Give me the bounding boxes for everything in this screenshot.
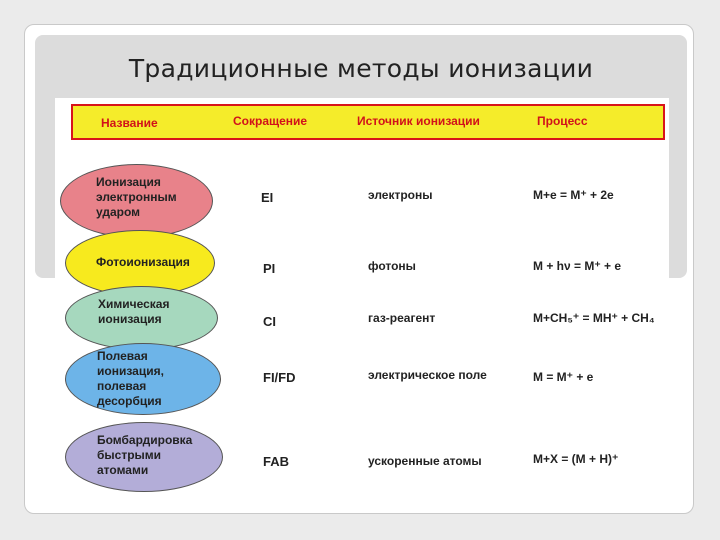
method-name-line: быстрыми <box>97 448 162 462</box>
method-source: ускоренные атомы <box>368 454 482 468</box>
method-abbr: PI <box>263 261 276 276</box>
header-process: Процесс <box>537 114 588 128</box>
header-source: Источник ионизации <box>357 114 480 128</box>
method-process: M + hν = M⁺ + e <box>533 259 622 273</box>
method-abbr: CI <box>263 314 276 329</box>
method-process: M+CH₅⁺ = MH⁺ + CH₄ <box>533 311 655 325</box>
method-abbr: FI/FD <box>263 370 296 385</box>
method-name-line: полевая <box>97 379 147 393</box>
method-process: M+X = (M + H)⁺ <box>533 452 619 466</box>
method-name-line: Ионизация <box>96 175 161 189</box>
method-name-line: ударом <box>96 205 141 219</box>
method-name-line: ионизация, <box>97 364 164 378</box>
method-source: газ-реагент <box>368 311 436 325</box>
method-name-line: атомами <box>97 463 149 477</box>
method-ellipse-fab <box>65 422 223 492</box>
method-process: M+e = M⁺ + 2e <box>533 188 614 202</box>
header-abbr: Сокращение <box>233 114 308 128</box>
slide-title: Традиционные методы ионизации <box>128 54 594 83</box>
method-name-line: ионизация <box>98 312 162 326</box>
method-name-line: Химическая <box>98 297 170 311</box>
method-ellipse-ci <box>65 286 218 350</box>
table-header <box>71 104 665 140</box>
ionization-methods-table <box>55 98 669 493</box>
method-name-line: десорбция <box>97 394 162 408</box>
method-abbr: EI <box>261 190 274 205</box>
method-process: M = M⁺ + e <box>533 370 594 384</box>
method-name-line: электронным <box>96 190 177 204</box>
method-name-line: Бомбардировка <box>97 433 193 447</box>
method-name-line: Фотоионизация <box>96 255 190 269</box>
method-source: электрическое поле <box>368 368 487 382</box>
method-name-line: Полевая <box>97 349 148 363</box>
method-source: электроны <box>368 188 433 202</box>
method-ellipse-fi-fd <box>65 343 221 415</box>
method-ellipse-ei <box>60 164 213 238</box>
header-name: Название <box>101 116 158 130</box>
method-abbr: FAB <box>263 454 289 469</box>
method-source: фотоны <box>368 259 416 273</box>
